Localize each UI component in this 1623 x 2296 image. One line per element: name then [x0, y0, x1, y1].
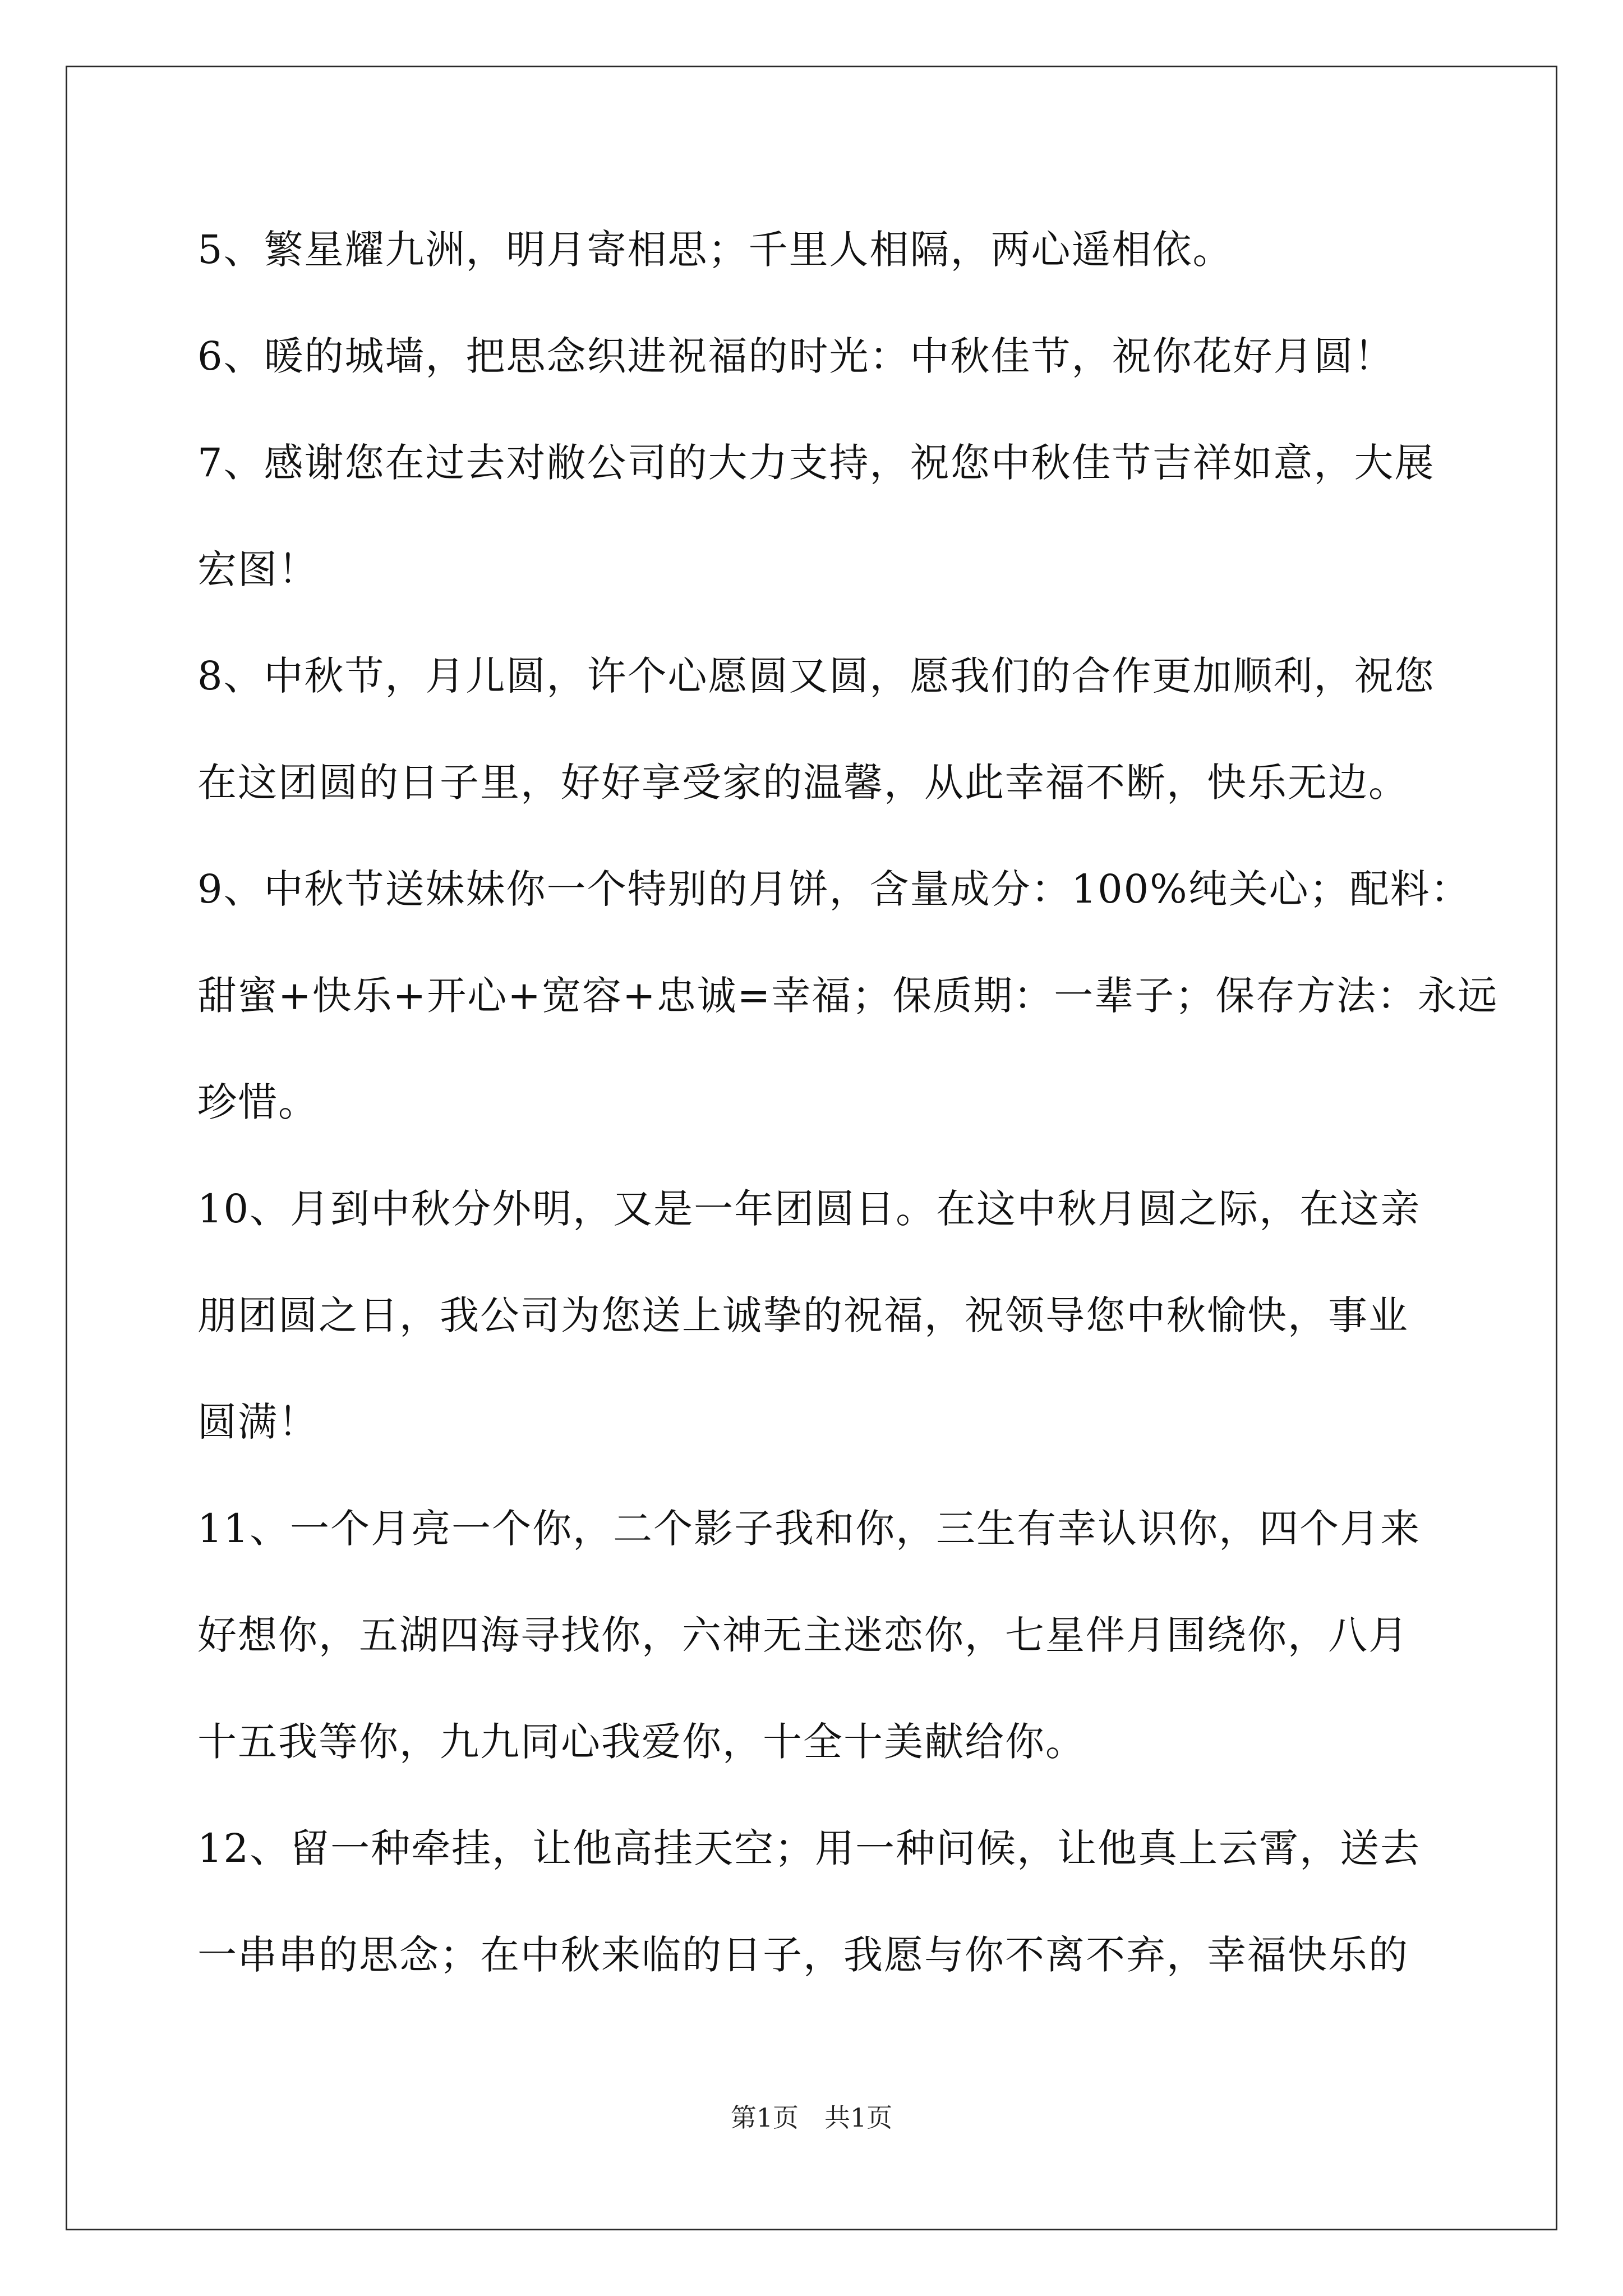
- page-number: 第1页 共1页: [730, 2102, 893, 2133]
- text-line: 圆满！: [197, 1399, 319, 1445]
- text-line: 9、中秋节送妹妹你一个特别的月饼，含量成分：100%纯关心；配料：: [197, 866, 1471, 912]
- text-line: 朋团圆之日，我公司为您送上诚挚的祝福，祝领导您中秋愉快，事业: [197, 1292, 1409, 1338]
- text-line: 十五我等你，九九同心我爱你，十全十美献给你。: [197, 1719, 1086, 1765]
- text-line: 12、留一种牵挂，让他高挂天空；用一种问候，让他真上云霄，送去: [197, 1825, 1421, 1871]
- document-body: [197, 219, 1498, 2031]
- text-line: 在这团圆的日子里，好好享受家的温馨，从此幸福不断，快乐无边。: [197, 760, 1409, 806]
- text-line: 一串串的思念；在中秋来临的日子，我愿与你不离不弃，幸福快乐的: [197, 1932, 1409, 1978]
- text-line: 珍惜。: [197, 1079, 319, 1125]
- text-line: 5、繁星耀九洲，明月寄相思；千里人相隔，两心遥相依。: [197, 227, 1233, 273]
- text-line: 7、感谢您在过去对敝公司的大力支持，祝您中秋佳节吉祥如意，大展: [197, 440, 1435, 486]
- text-line: 10、月到中秋分外明，又是一年团圆日。在这中秋月圆之际，在这亲: [197, 1186, 1421, 1232]
- text-line: 6、暖的城墙，把思念织进祝福的时光：中秋佳节，祝你花好月圆！: [197, 333, 1395, 379]
- text-line: 甜蜜+快乐+开心+宽容+忠诚=幸福；保质期：一辈子；保存方法：永远: [197, 973, 1498, 1019]
- text-line: 宏图！: [197, 546, 319, 592]
- text-line: 11、一个月亮一个你，二个影子我和你，三生有幸认识你，四个月来: [197, 1506, 1421, 1552]
- text-line: 好想你，五湖四海寻找你，六神无主迷恋你，七星伴月围绕你，八月: [197, 1612, 1409, 1658]
- text-line: 8、中秋节，月儿圆，许个心愿圆又圆，愿我们的合作更加顺利，祝您: [197, 653, 1435, 699]
